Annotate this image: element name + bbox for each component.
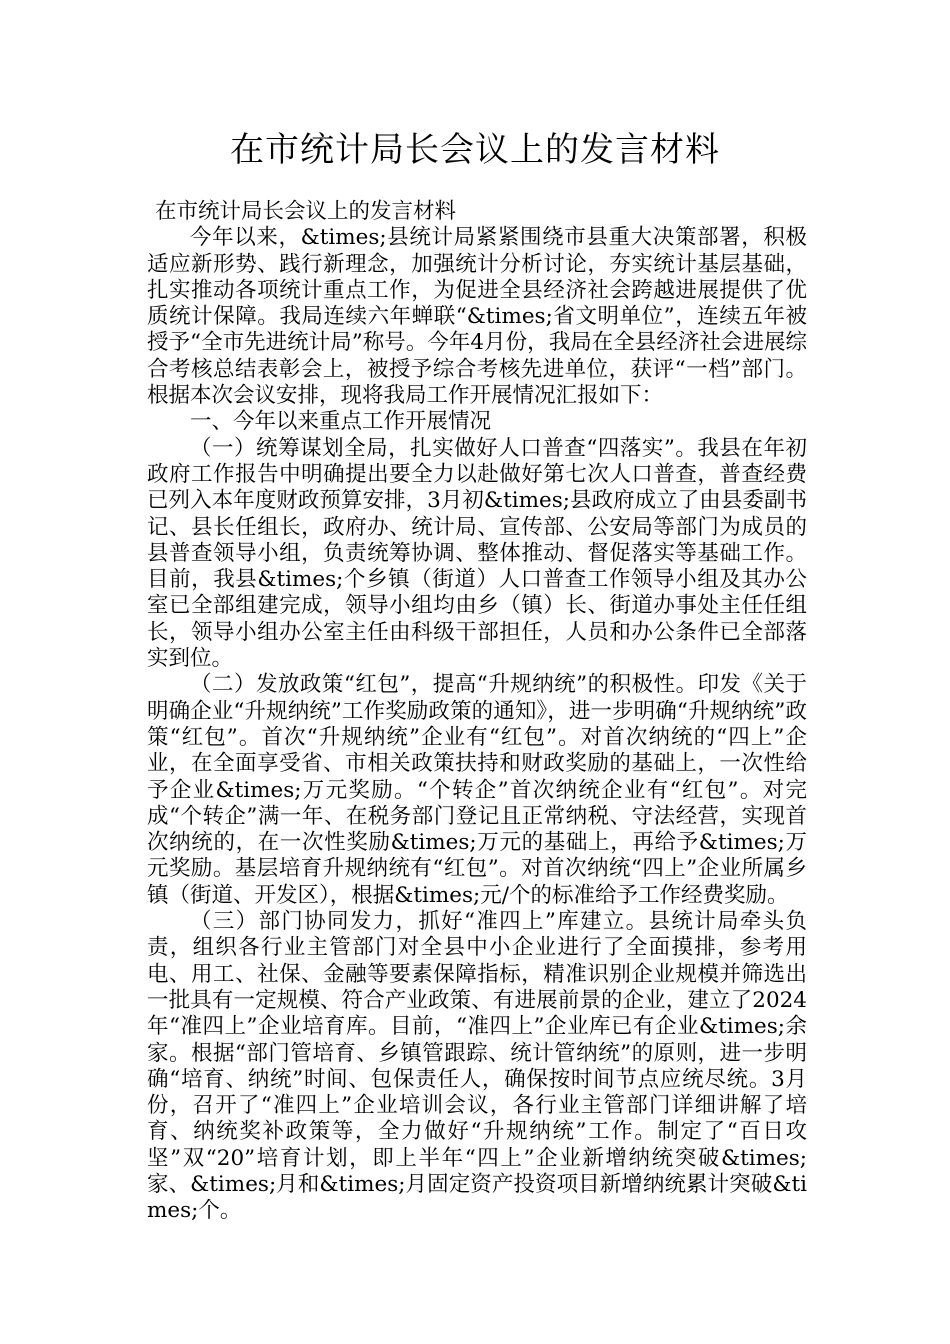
document-title: 在市统计局长会议上的发言材料	[230, 130, 720, 170]
paragraph-census: （一）统筹谋划全局，扎实做好人口普查“四落实”。我县在年初政府工作报告中明确提出要全力以赴做好第七次人口普查，普查经费已列入本年度财政预算安排，3月初&times;县政府成立了由县委副书记、县长任组长，政府办、统计局、宣传部、公安局等部门为成员的县普查领导小组，负责统筹协调、整体推动、督促落实等基础工作。目前，我县&times;个乡镇（街道）人口普查工作领导小组及其办公室已全部组建完成，领导小组均由乡（镇）长、街道办事处主任任组长，领导小组办公室主任由科级干部担任，人员和办公条件已全部落实到位。	[147, 435, 807, 672]
paragraph-intro: 今年以来，&times;县统计局紧紧围绕市县重大决策部署，积极适应新形势、践行新理念，加强统计分析讨论，夯实统计基层基础，扎实推动各项统计重点工作，为促进全县经济社会跨越进展提供了优质统计保障。我局连续六年蝉联“&times;省文明单位”，连续五年被授予“全市先进统计局”称号。今年4月份，我局在全县经济社会进展综合考核总结表彰会上，被授予综合考核先进单位，获评“一档”部门。根据本次会议安排，现将我局工作开展情况汇报如下：	[147, 225, 807, 409]
paragraph-red-envelope: （二）发放政策“红包”，提高“升规纳统”的积极性。印发《关于明确企业“升规纳统”工作奖励政策的通知》，进一步明确“升规纳统”政策“红包”。首次“升规纳统”企业有“红包”。对首次纳统的“四上”企业，在全面享受省、市相关政策扶持和财政奖励的基础上，一次性给予企业&times;万元奖励。“个转企”首次纳统企业有“红包”。对完成“个转企”满一年、在税务部门登记且正常纳税、守法经营，实现首次纳统的，在一次性奖励&times;万元的基础上，再给予&times;万元奖励。基层培育升规纳统有“红包”。对首次纳统“四上”企业所属乡镇（街道、开发区），根据&times;元/个的标准给予工作经费奖励。	[147, 672, 807, 908]
document-body	[147, 199, 807, 1225]
paragraph-enterprise-library: （三）部门协同发力，抓好“准四上”库建立。县统计局牵头负责，组织各行业主管部门对全县中小企业进行了全面摸排，参考用电、用工、社保、金融等要素保障指标，精准识别企业规模并筛选出一批具有一定规模、符合产业政策、有进展前景的企业，建立了2024年“准四上”企业培育库。目前，“准四上”企业库已有企业&times;余家。根据“部门管培育、乡镇管跟踪、统计管纳统”的原则，进一步明确“培育、纳统”时间、包保责任人，确保按时间节点应统尽统。3月份，召开了“准四上”企业培训会议，各行业主管部门详细讲解了培育、纳统奖补政策等，全力做好“升规纳统”工作。制定了“百日攻坚”双“20”培育计划，即上半年“四上”企业新增纳统突破&times;家、&times;月和&times;月固定资产投资项目新增纳统累计突破&times;个。	[147, 909, 808, 1224]
section-heading-1: 一、今年以来重点工作开展情况	[190, 409, 492, 435]
document-subtitle: 在市统计局长会议上的发言材料	[155, 199, 457, 224]
